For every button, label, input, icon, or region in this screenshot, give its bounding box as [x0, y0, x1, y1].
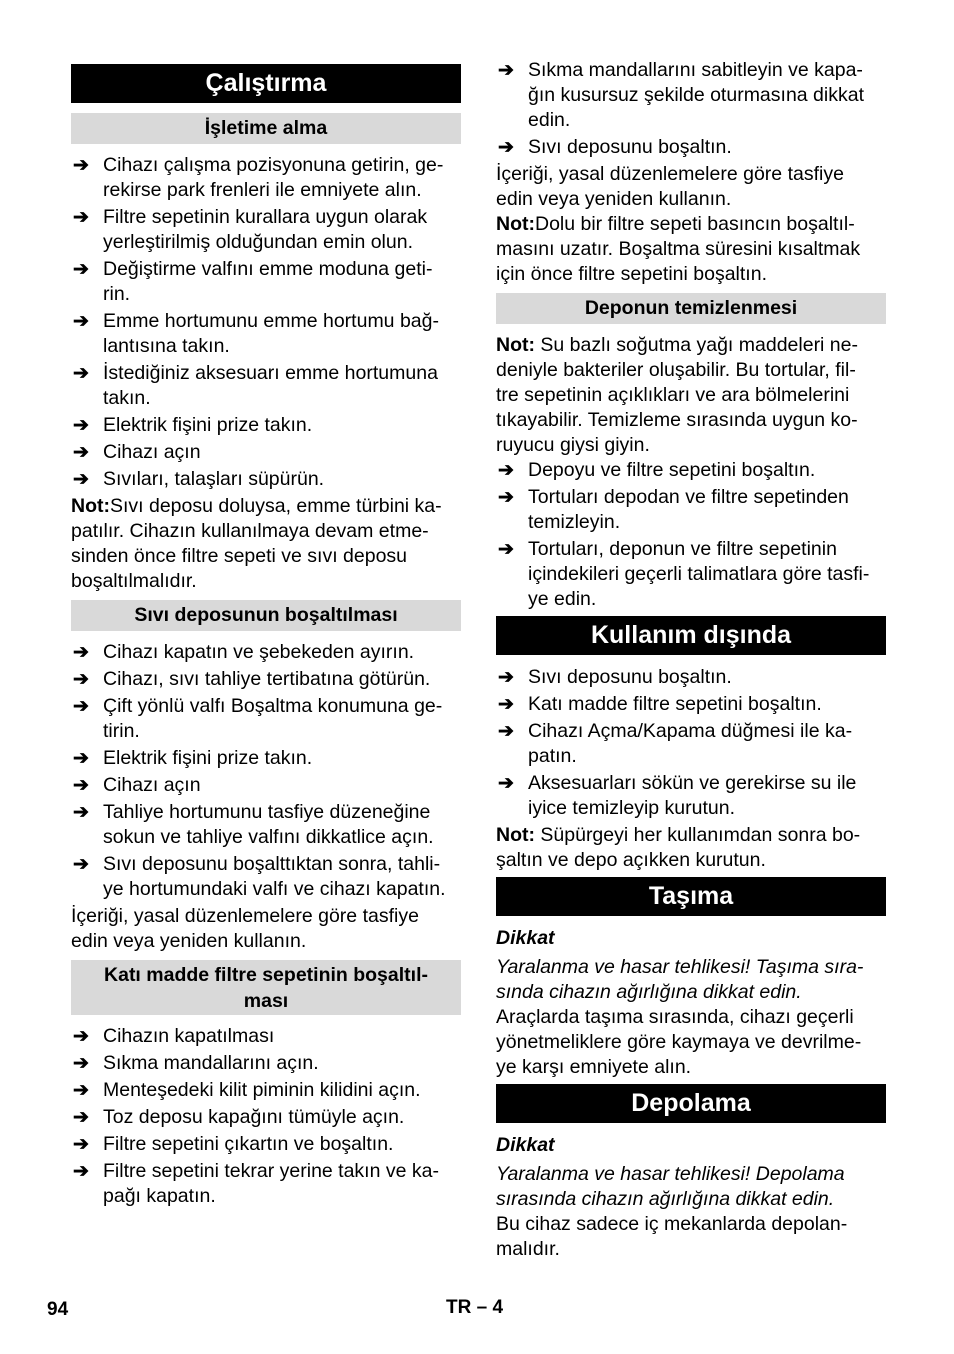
list-item-text: Tortuları depodan ve filtre sepetinden temizleyin. — [528, 486, 849, 533]
list-item-text: Cihazı çalışma pozisyonuna getirin, ge- rekirse park frenleri ile emniyete alın. — [103, 154, 444, 201]
kati-paragraph: İçeriği, yasal düzenlemelere göre tasfiye edin veya yeniden kullanın. — [496, 163, 844, 210]
list-item-text: Toz deposu kapağını tümüyle açın. — [103, 1106, 405, 1128]
arrow-right-icon: ➔ — [73, 802, 89, 823]
list-item-text: Cihazın kapatılması — [103, 1025, 275, 1047]
heading-sivi-deposu: Sıvı deposunun boşaltılması — [71, 600, 461, 631]
list-item-text: Emme hortumunu emme hortumu bağ- lantısına takın. — [103, 310, 439, 357]
list-item-text: Cihazı, sıvı tahliye tertibatına götürün. — [103, 668, 431, 690]
list-item — [71, 800, 461, 850]
list-item-text: Depoyu ve filtre sepetini boşaltın. — [528, 459, 816, 481]
right-column — [496, 58, 886, 1262]
arrow-right-icon: ➔ — [498, 667, 514, 688]
arrow-right-icon: ➔ — [73, 363, 89, 384]
depolama-paragraph: Bu cihaz sadece iç mekanlarda depolan- malıdır. — [496, 1213, 848, 1260]
arrow-right-icon: ➔ — [73, 259, 89, 280]
arrow-right-icon: ➔ — [498, 721, 514, 742]
arrow-right-icon: ➔ — [498, 137, 514, 158]
arrow-right-icon: ➔ — [73, 748, 89, 769]
arrow-right-icon: ➔ — [73, 1026, 89, 1047]
tasima-paragraph: Araçlarda taşıma sırasında, cihazı geçerli yönetmeliklere göre kaymaya ve devrilme- ye karşı emniyete alın. — [496, 1006, 862, 1078]
list-item — [496, 771, 886, 821]
note-label: Not: — [71, 495, 110, 517]
sivi-list — [71, 640, 461, 902]
list-item-text: Değiştirme valfını emme moduna geti- rin. — [103, 258, 433, 305]
isletime-list — [71, 153, 461, 492]
heading-kullanim-disinda: Kullanım dışında — [496, 616, 886, 655]
list-item-text: Cihazı açın — [103, 774, 201, 796]
arrow-right-icon: ➔ — [498, 487, 514, 508]
warning-label-tasima: Dikkat — [496, 927, 555, 949]
list-item — [71, 1051, 461, 1076]
warning-text-tasima: Yaralanma ve hasar tehlikesi! Taşıma sıra- sında cihazın ağırlığına dikkat edin. — [496, 956, 864, 1003]
arrow-right-icon: ➔ — [73, 669, 89, 690]
list-item-text: Aksesuarları sökün ve gerekirse su ile iyice temizleyip kurutun. — [528, 772, 857, 819]
note-label: Not: — [496, 213, 535, 235]
heading-deponun-temizlenmesi: Deponun temizlenmesi — [496, 293, 886, 324]
list-item-text: Filtre sepetini tekrar yerine takın ve ka- pağı kapatın. — [103, 1160, 439, 1207]
language-page-label: TR – 4 — [446, 1297, 504, 1318]
note-text: Süpürgeyi her kullanımdan sonra bo- şaltın ve depo açıkken kurutun. — [496, 824, 861, 871]
heading-calistirma: Çalıştırma — [71, 64, 461, 103]
arrow-right-icon: ➔ — [498, 60, 514, 81]
list-item-text: İstediğiniz aksesuarı emme hortumuna takın. — [103, 362, 438, 409]
arrow-right-icon: ➔ — [73, 1080, 89, 1101]
arrow-right-icon: ➔ — [73, 155, 89, 176]
list-item — [71, 440, 461, 465]
list-item — [71, 467, 461, 492]
list-item — [71, 257, 461, 307]
kullanim-list — [496, 665, 886, 821]
list-item-text: Cihazı kapatın ve şebekeden ayırın. — [103, 641, 415, 663]
list-item-text: Sıvı deposunu boşaltın. — [528, 666, 732, 688]
list-item — [71, 773, 461, 798]
heading-isletime-alma: İşletime alma — [71, 113, 461, 144]
note-text: Dolu bir filtre sepeti basıncın boşaltıl- masını uzatır. Boşaltma süresini kısaltmak için önce filtre sepetini boşaltın. — [496, 213, 861, 285]
arrow-right-icon: ➔ — [73, 442, 89, 463]
heading-depolama: Depolama — [496, 1084, 886, 1123]
list-item — [71, 309, 461, 359]
arrow-right-icon: ➔ — [73, 642, 89, 663]
list-item-text: Sıvı deposunu boşalttıktan sonra, tahli- ye hortumundaki valfı ve cihazı kapatın. — [103, 853, 446, 900]
arrow-right-icon: ➔ — [73, 1107, 89, 1128]
arrow-right-icon: ➔ — [73, 415, 89, 436]
list-item — [71, 1105, 461, 1130]
note-filtre — [496, 212, 886, 287]
arrow-right-icon: ➔ — [73, 1161, 89, 1182]
sivi-paragraph: İçeriği, yasal düzenlemelere göre tasfiye edin veya yeniden kullanın. — [71, 905, 419, 952]
note-text: Sıvı deposu doluysa, emme türbini ka- patılır. Cihazın kullanılmaya devam etme- sinden önce filtre sepeti ve sıvı deposu boşaltılmalıdır. — [71, 495, 442, 592]
list-item — [71, 153, 461, 203]
list-item-text: Filtre sepetini çıkartın ve boşaltın. — [103, 1133, 394, 1155]
list-item — [71, 413, 461, 438]
list-item-text: Tahliye hortumunu tasfiye düzeneğine sokun ve tahliye valfını dikkatlice açın. — [103, 801, 434, 848]
arrow-right-icon: ➔ — [73, 696, 89, 717]
arrow-right-icon: ➔ — [73, 469, 89, 490]
arrow-right-icon: ➔ — [498, 694, 514, 715]
arrow-right-icon: ➔ — [73, 1134, 89, 1155]
arrow-right-icon: ➔ — [73, 207, 89, 228]
list-item — [71, 1024, 461, 1049]
list-item-text: Cihazı Açma/Kapama düğmesi ile ka- patın. — [528, 720, 853, 767]
left-column — [71, 60, 461, 1211]
note-label: Not: — [496, 334, 535, 356]
list-item — [71, 1078, 461, 1103]
list-item — [71, 361, 461, 411]
arrow-right-icon: ➔ — [73, 1053, 89, 1074]
list-item — [71, 746, 461, 771]
list-item-text: Çift yönlü valfı Boşaltma konumuna ge- tirin. — [103, 695, 443, 742]
depo-list — [496, 458, 886, 612]
list-item — [496, 135, 886, 160]
list-item-text: Tortuları, deponun ve filtre sepetinin içindekileri geçerli talimatlara göre tasfi- ye edin. — [528, 538, 870, 610]
list-item-text: Cihazı açın — [103, 441, 201, 463]
list-item-text: Menteşedeki kilit piminin kilidini açın. — [103, 1079, 421, 1101]
list-item — [71, 205, 461, 255]
note-supurge — [496, 823, 886, 873]
list-item-text: Elektrik fişini prize takın. — [103, 747, 313, 769]
note-text: Su bazlı soğutma yağı maddeleri ne- deniyle bakteriler oluşabilir. Bu tortular, fil- tre sepetinin açıklıkları ve ara bölmelerini tıkayabilir. Temizleme sırasında uygun ko- ruyucu giysi giyin. — [496, 334, 858, 456]
kati-list — [71, 1024, 461, 1209]
list-item — [71, 1132, 461, 1157]
list-item — [496, 665, 886, 690]
list-item-text: Sıkma mandallarını açın. — [103, 1052, 319, 1074]
note-bakteriler — [496, 333, 886, 458]
arrow-right-icon: ➔ — [498, 773, 514, 794]
arrow-right-icon: ➔ — [73, 311, 89, 332]
arrow-right-icon: ➔ — [73, 854, 89, 875]
list-item-text: Sıvıları, talaşları süpürün. — [103, 468, 325, 490]
page-number: 94 — [47, 1299, 69, 1320]
note-sivi-deposu — [71, 494, 461, 594]
list-item — [71, 694, 461, 744]
heading-kati-madde: Katı madde filtre sepetinin boşaltıl- ması — [71, 960, 461, 1015]
arrow-right-icon: ➔ — [498, 539, 514, 560]
list-item — [496, 58, 886, 133]
kati-cont-list — [496, 58, 886, 160]
list-item-text: Katı madde filtre sepetini boşaltın. — [528, 693, 822, 715]
heading-tasima: Taşıma — [496, 877, 886, 916]
arrow-right-icon: ➔ — [73, 775, 89, 796]
list-item — [71, 1159, 461, 1209]
list-item — [496, 537, 886, 612]
list-item-text: Elektrik fişini prize takın. — [103, 414, 313, 436]
list-item — [496, 485, 886, 535]
list-item — [496, 692, 886, 717]
list-item-text: Sıvı deposunu boşaltın. — [528, 136, 732, 158]
list-item-text: Filtre sepetinin kurallara uygun olarak yerleştirilmiş olduğundan emin olun. — [103, 206, 428, 253]
note-label: Not: — [496, 824, 535, 846]
list-item — [71, 667, 461, 692]
arrow-right-icon: ➔ — [498, 460, 514, 481]
list-item — [496, 458, 886, 483]
list-item-text: Sıkma mandallarını sabitleyin ve kapa- ğın kusursuz şekilde oturmasına dikkat edin. — [528, 59, 864, 131]
warning-label-depolama: Dikkat — [496, 1134, 555, 1156]
warning-text-depolama: Yaralanma ve hasar tehlikesi! Depolama sırasında cihazın ağırlığına dikkat edin. — [496, 1163, 845, 1210]
list-item — [71, 640, 461, 665]
list-item — [71, 852, 461, 902]
list-item — [496, 719, 886, 769]
